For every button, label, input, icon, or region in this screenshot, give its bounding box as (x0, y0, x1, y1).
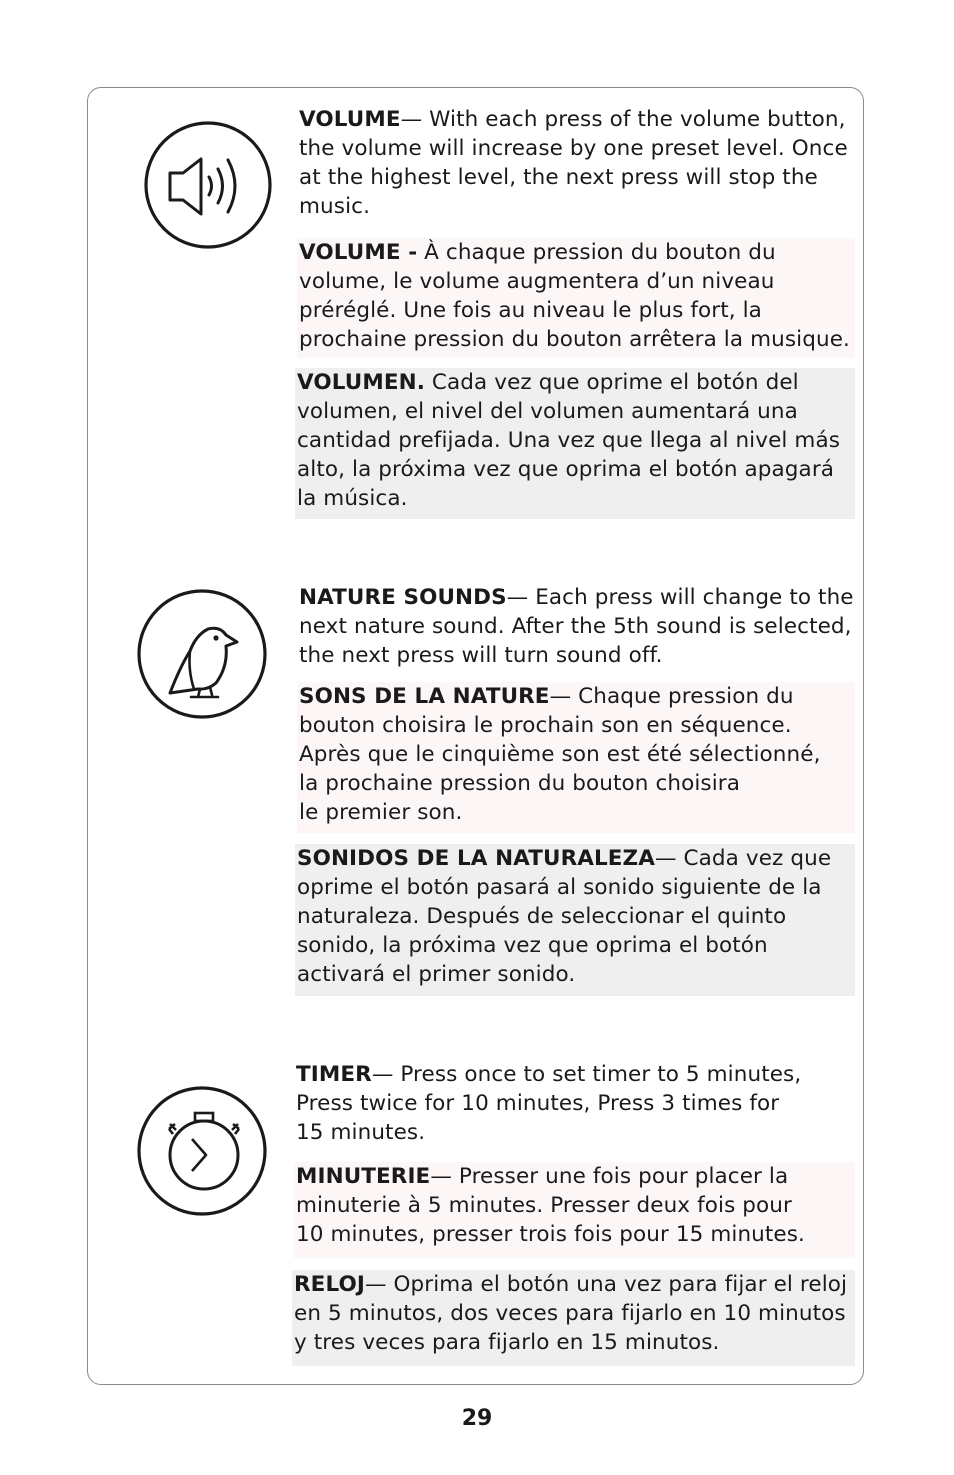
timer-text-es: RELOJ— Oprima el botón una vez para fijar el reloj en 5 minutos, dos veces para fijarlo en 10 minutos y tres veces para fijarlo en 15 minutos. (292, 1270, 855, 1366)
volume-heading-es: VOLUMEN. (297, 370, 425, 395)
nature-sounds-text-fr: SONS DE LA NATURE— Chaque pression du bouton choisira le prochain son en séquence. Après que le cinquième son est été sélectionné, la prochaine pression du bouton choisira le premier son. (297, 682, 855, 833)
timer-heading-fr: MINUTERIE (296, 1164, 431, 1189)
volume-text-es: VOLUMEN. Cada vez que oprime el botón del volumen, el nivel del volumen aumentará una cantidad prefijada. Una vez que llega al nivel más alto, la próxima vez que oprima el botón apagará la música. (295, 368, 855, 519)
nature-sounds-text-es: SONIDOS DE LA NATURALEZA— Cada vez que oprime el botón pasará al sonido siguiente de la naturaleza. Después de seleccionar el quinto sonido, la próxima vez que oprima el botón activará el primer sonido. (295, 844, 855, 996)
timer-text-fr: MINUTERIE— Presser une fois pour placer la minuterie à 5 minutes. Presser deux fois pour 10 minutes, presser trois fois pour 15 minutes. (294, 1162, 855, 1258)
timer-heading-es: RELOJ (294, 1272, 365, 1297)
nature-sounds-heading-fr: SONS DE LA NATURE (299, 684, 550, 709)
volume-heading-fr: VOLUME - (299, 240, 418, 265)
volume-heading-en: VOLUME (299, 107, 401, 132)
timer-text-en: TIMER— Press once to set timer to 5 minutes, Press twice for 10 minutes, Press 3 times for 15 minutes. (296, 1062, 802, 1145)
nature-sounds-text-en: NATURE SOUNDS— Each press will change to the next nature sound. After the 5th sound is selected, the next press will turn sound off. (299, 585, 854, 668)
bird-icon (136, 589, 270, 723)
nature-sounds-heading-es: SONIDOS DE LA NATURALEZA (297, 846, 655, 871)
volume-text-fr: VOLUME - À chaque pression du bouton du volume, le volume augmentera d’un niveau préréglé. Une fois au niveau le plus fort, la prochaine pression du bouton arrêtera la musique. (297, 238, 855, 358)
page-number: 29 (461, 1406, 493, 1431)
volume-text-en: VOLUME— With each press of the volume button, the volume will increase by one preset level. Once at the highest level, the next press will stop the music. (299, 107, 848, 219)
speaker-volume-icon (143, 121, 273, 251)
timer-heading-en: TIMER (296, 1062, 372, 1087)
nature-sounds-heading-en: NATURE SOUNDS (299, 585, 507, 610)
stopwatch-timer-icon (136, 1085, 270, 1219)
